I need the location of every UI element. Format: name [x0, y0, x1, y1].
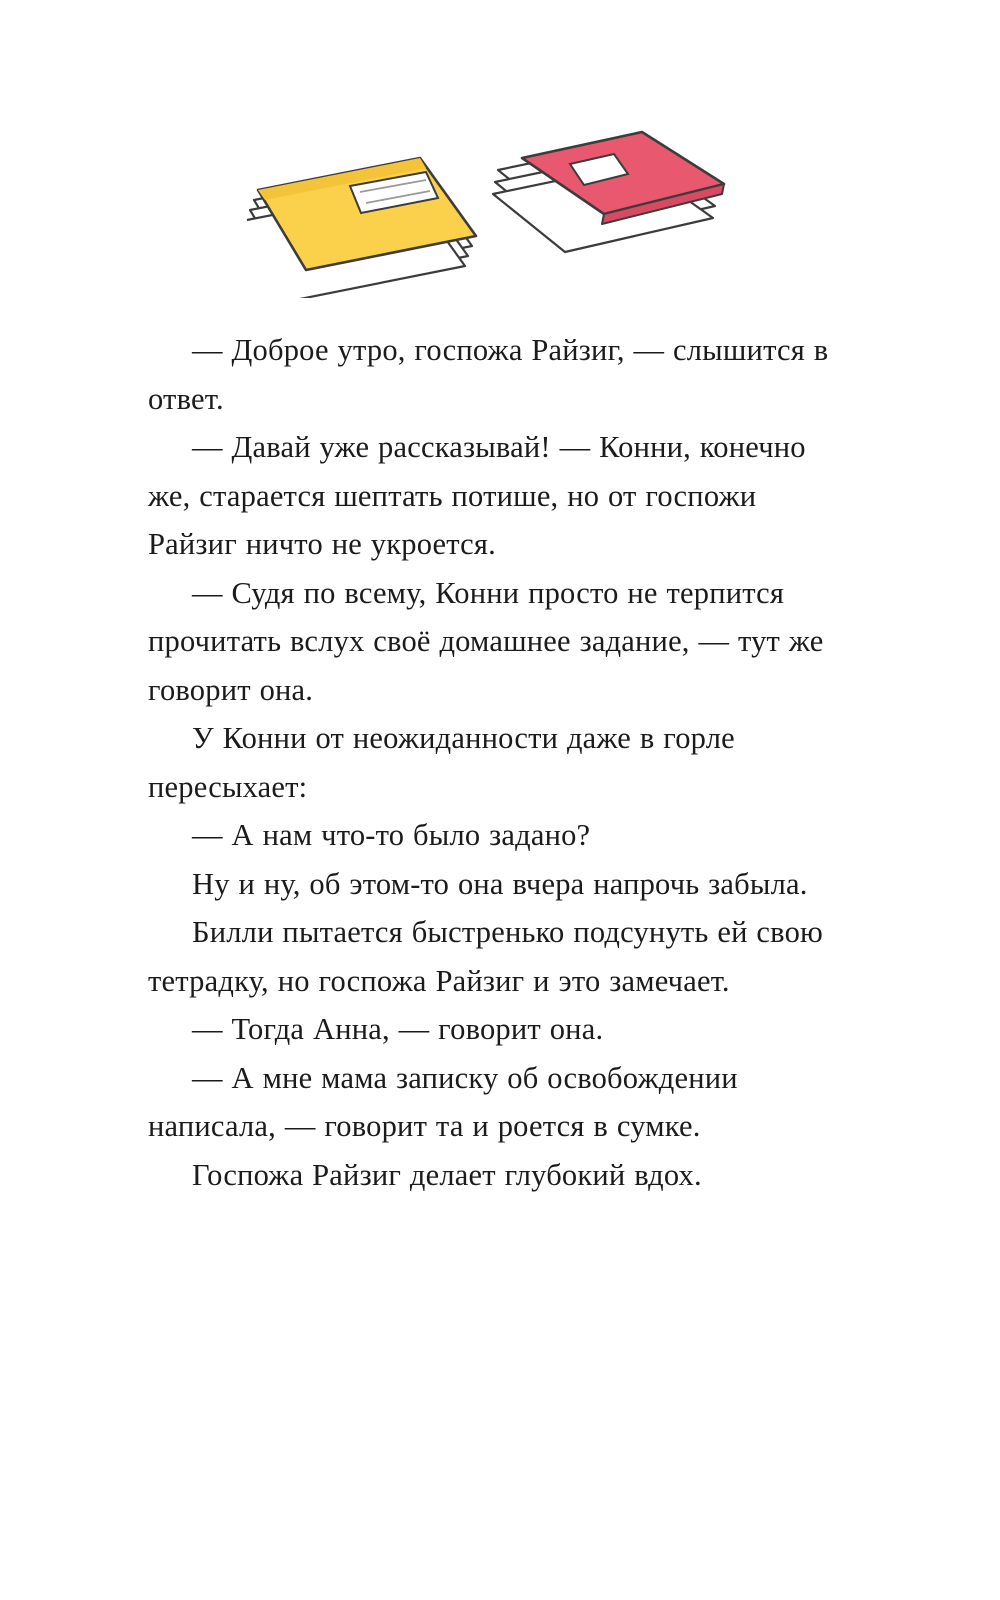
- paragraph: Госпожа Райзиг делает глубокий вдох.: [192, 1157, 702, 1192]
- paragraph: — Судя по всему, Конни просто не терпится прочитать вслух своё домашнее задание, — тут же говорит она.: [148, 575, 833, 707]
- body-text: [148, 326, 852, 1199]
- two-stacks-of-exercise-books-illustration: [240, 128, 760, 298]
- paragraph: — А нам что-то было задано?: [192, 818, 591, 852]
- paragraph: — Тогда Анна, — говорит она.: [192, 1012, 604, 1046]
- paragraph: — А мне мама записку об освобождении написала, — говорит та и роется в сумке.: [148, 1060, 747, 1143]
- paragraph: У Конни от неожиданности даже в горле пересыхает:: [148, 721, 744, 804]
- paragraph: — Доброе утро, госпожа Райзиг, — слышится в ответ.: [148, 333, 838, 416]
- paragraph: — Давай уже рассказывай! — Конни, конечно же, старается шептать потише, но от госпожи Райзиг ничто не укроется.: [148, 430, 815, 561]
- pink-notebook-stack: [493, 132, 724, 252]
- paragraph: Билли пытается быстренько подсунуть ей свою тетрадку, но госпожа Райзиг и это замечает.: [148, 915, 832, 998]
- paragraph: Ну и ну, об этом-то она вчера напрочь забыла.: [192, 866, 808, 901]
- yellow-notebook-stack: [247, 158, 476, 298]
